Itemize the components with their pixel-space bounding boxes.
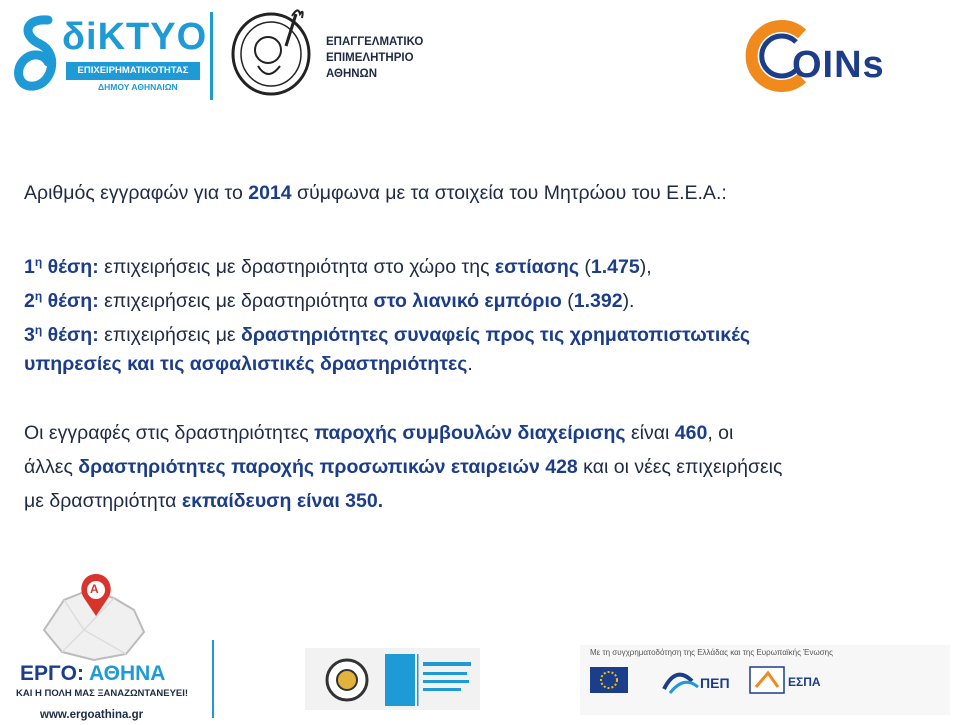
ergo-athina-title — [20, 662, 165, 686]
chamber-name-line2: ΕΠΙΜΕΛΗΤΗΡΙΟ — [326, 52, 414, 64]
rank-3-ordinal: η — [34, 323, 43, 337]
rank-3-text: επιχειρήσεις με — [98, 324, 242, 346]
bottom-1-a: Οι εγγραφές στις δραστηριότητες — [24, 422, 315, 444]
cofunding-note: Με τη συγχρηματοδότηση της Ελλάδας και της Ευρωπαϊκής Ένωσης — [590, 648, 833, 657]
chamber-name-line3: ΑΘΗΝΩΝ — [326, 68, 378, 80]
intro-source: σύμφωνα με τα στοιχεία του Μητρώου του Ε.Ε.Α.: — [291, 182, 727, 204]
rank-3-number: 3 — [24, 324, 35, 346]
rank-1-sector: εστίασης — [494, 256, 579, 278]
rank-2-sector: στο λιανικό εμπόριο — [373, 290, 562, 312]
bottom-line-2 — [24, 452, 782, 482]
diktyo-municipality: ΔΗΜΟΥ ΑΘΗΝΑΙΩΝ — [98, 82, 178, 92]
diktyo-logo — [14, 14, 208, 96]
intro-year: 2014 — [248, 182, 292, 204]
ergo-athina-slogan: ΚΑΙ Η ΠΟΛΗ ΜΑΣ ΞΑΝΑΖΩΝΤΑΝΕΥΕΙ! — [16, 688, 189, 699]
rank-3-line — [24, 315, 750, 350]
rank-1-paren-open: ( — [578, 256, 591, 278]
bottom-2-a: άλλες — [24, 456, 79, 478]
rank-1-ordinal: η — [34, 255, 43, 269]
rank-1-line — [24, 247, 652, 282]
rank-2-text: επιχειρήσεις με δραστηριότητα — [98, 290, 374, 312]
bottom-3-b: εκπαίδευση είναι 350. — [181, 490, 384, 512]
espa-label: ΕΣΠΑ — [788, 675, 821, 689]
rank-1-count: 1.475 — [590, 256, 640, 278]
bottom-line-1 — [24, 418, 733, 448]
rank-3-label: θέση: — [42, 324, 99, 346]
map-pin-letter: A — [90, 582, 99, 596]
bottom-1-d: 460 — [674, 422, 708, 444]
bottom-1-c: είναι — [625, 422, 675, 444]
footer-divider — [212, 640, 214, 718]
diktyo-swoosh-icon — [14, 14, 64, 94]
bottom-2-b: δραστηριότητες παροχής προσωπικών εταιρειών 428 — [78, 456, 578, 478]
rank-2-number: 2 — [24, 290, 35, 312]
coins-wordmark: OINs — [792, 44, 885, 86]
rank-1-paren-close: ), — [639, 256, 652, 278]
rank-3-end: . — [467, 353, 473, 375]
bottom-3-a: με δραστηριότητα — [24, 490, 182, 512]
diktyo-wordmark: δiKTYO — [62, 16, 208, 58]
athens-map-graphic — [34, 570, 154, 665]
bottom-1-e: , οι — [707, 422, 734, 444]
bottom-line-3 — [24, 486, 383, 516]
ergo-prefix: ΕΡΓΟ: — [20, 662, 90, 685]
rank-2-count: 1.392 — [573, 290, 623, 312]
ergo-accent: ΑΘΗΝΑ — [89, 662, 166, 685]
rank-3-sector: δραστηριότητες συναφείς προς τις χρηματοπιστωτικές — [241, 324, 751, 346]
bottom-2-c: και οι νέες επιχειρήσεις — [577, 456, 783, 478]
chamber-name-line1: ΕΠΑΓΓΕΛΜΑΤΙΚΟ — [326, 36, 424, 48]
ergo-athina-url[interactable]: www.ergoathina.gr — [40, 709, 144, 721]
header-divider — [210, 12, 213, 100]
rank-2-ordinal: η — [34, 289, 43, 303]
pep-label: ΠΕΠ — [700, 675, 730, 691]
rank-2-paren-close: ). — [622, 290, 635, 312]
rank-3-sector-cont: υπηρεσίες και τις ασφαλιστικές δραστηριότητες — [24, 353, 468, 375]
partner-logos-left — [305, 648, 480, 710]
rank-1-text: επιχειρήσεις με δραστηριότητα στο χώρο της — [98, 256, 495, 278]
chamber-seal — [228, 6, 314, 98]
partner-emblems-icon — [305, 648, 480, 710]
coins-logo — [736, 20, 942, 92]
rank-1-number: 1 — [24, 256, 35, 278]
rank-2-label: θέση: — [42, 290, 99, 312]
intro-line — [24, 178, 727, 208]
diktyo-tagline: ΕΠΙΧΕΙΡΗΜΑΤΙΚΟΤΗΤΑΣ — [66, 62, 200, 80]
intro-text: Αριθμός εγγραφών για το — [24, 182, 249, 204]
rank-3-line-cont — [24, 349, 473, 379]
rank-2-paren-open: ( — [561, 290, 574, 312]
rank-1-label: θέση: — [42, 256, 99, 278]
bottom-1-b: παροχής συμβουλών διαχείρισης — [314, 422, 626, 444]
chamber-name — [326, 34, 423, 82]
rank-2-line — [24, 281, 634, 316]
prometheus-seal-icon — [228, 6, 314, 98]
